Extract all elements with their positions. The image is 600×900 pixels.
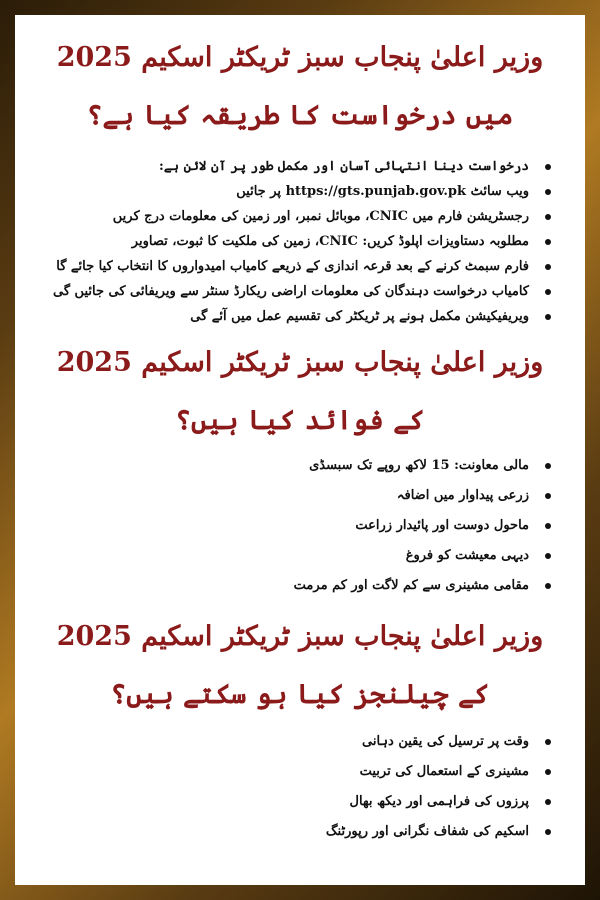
list-item: درخواست دینا انتہائی آسان اور مکمل طور پر آن لائن ہے: [41, 159, 559, 175]
list-item: کامیاب درخواست دہندگان کی معلومات اراضی ریکارڈ سنٹر سے ویریفائی کی جائیں گی [41, 284, 559, 300]
list-item: ویب سائٹ https://gts.punjab.gov.pk پر جائیں [41, 184, 559, 200]
list-item: رجسٹریشن فارم میں CNIC، موبائل نمبر، اور زمین کی معلومات درج کریں [41, 209, 559, 225]
list-item: ویریفیکیشن مکمل ہونے پر ٹریکٹر کی تقسیم عمل میں آئے گی [41, 309, 559, 325]
section-heading-challenges: وزیر اعلیٰ پنجاب سبز ٹریکٹر اسکیم 2025 کے چیلنجز کیا ہو سکتے ہیں؟ [56, 621, 544, 710]
list-item: پرزوں کی فراہمی اور دیکھ بھال [41, 794, 559, 810]
application-steps-list [41, 159, 559, 325]
article-card [15, 15, 585, 885]
list-item: مقامی مشینری سے کم لاگت اور کم مرمت [41, 578, 559, 594]
list-item: اسکیم کی شفاف نگرانی اور رپورٹنگ [41, 824, 559, 840]
list-item: مطلوبہ دستاویزات اپلوڈ کریں: CNIC، زمین کی ملکیت کا ثبوت، تصاویر [41, 234, 559, 250]
challenges-list [41, 734, 559, 840]
section-heading-benefits: وزیر اعلیٰ پنجاب سبز ٹریکٹر اسکیم 2025 کے فوائد کیا ہیں؟ [56, 347, 544, 436]
list-item: فارم سبمٹ کرنے کے بعد قرعہ اندازی کے ذریعے کامیاب امیدواروں کا انتخاب کیا جائے گا [41, 259, 559, 275]
benefits-list [41, 458, 559, 594]
section-heading-application: وزیر اعلیٰ پنجاب سبز ٹریکٹر اسکیم 2025 میں درخواست کا طریقہ کیا ہے؟ [56, 42, 544, 131]
list-item: ماحول دوست اور پائیدار زراعت [41, 518, 559, 534]
list-item: وقت پر ترسیل کی یقین دہانی [41, 734, 559, 750]
list-item: مالی معاونت: 15 لاکھ روپے تک سبسڈی [41, 458, 559, 474]
list-item: زرعی پیداوار میں اضافہ [41, 488, 559, 504]
list-item: مشینری کے استعمال کی تربیت [41, 764, 559, 780]
list-item: دیہی معیشت کو فروغ [41, 548, 559, 564]
